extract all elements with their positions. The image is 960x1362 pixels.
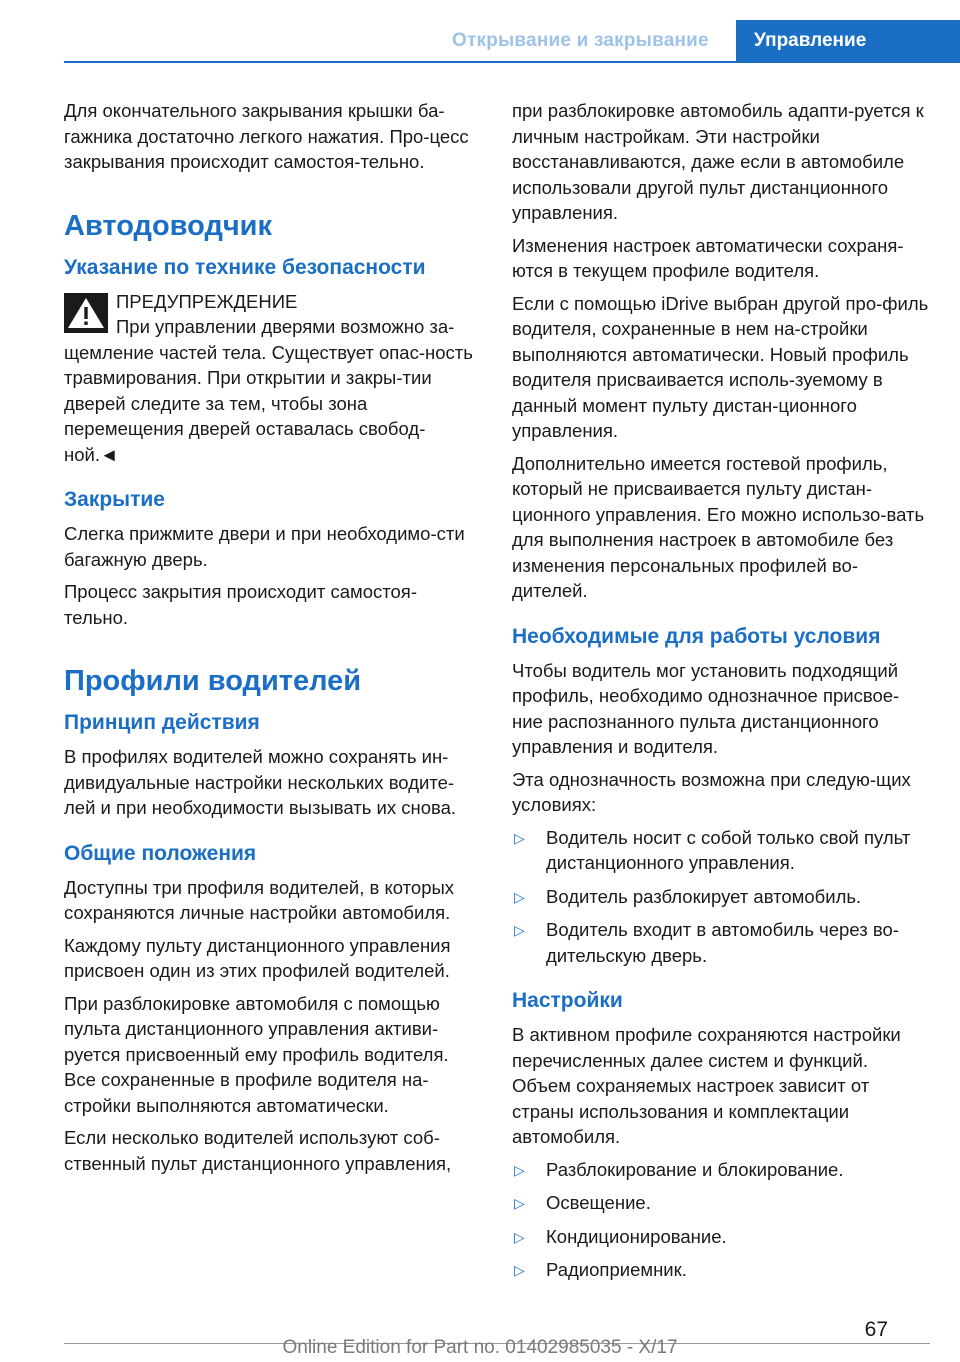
- heading-driver-profiles: Профили водителей: [64, 665, 362, 697]
- warning-block: [64, 289, 478, 315]
- right-paragraph-3: Если с помощью iDrive выбран другой про-филь водителя, сохраненные в нем на-стройки выполняются автоматически. Новый профиль водителя присваивается исполь-зуемому в данный момент пульту дистан-ционного управления.: [512, 292, 929, 441]
- list-item: [512, 1257, 930, 1283]
- list-item: [512, 1224, 930, 1250]
- general-paragraph-1: Доступны три профиля водителей, в которых сохраняются личные настройки автомобиля.: [64, 876, 455, 923]
- triangle-right-icon: ▷: [514, 1228, 525, 1245]
- triangle-right-icon: ▷: [514, 1262, 525, 1278]
- header-rule: [64, 61, 960, 63]
- triangle-right-icon: ▷: [514, 1195, 525, 1211]
- triangle-right-icon: ▷: [514, 888, 525, 905]
- warning-triangle-icon: [64, 293, 108, 333]
- list-item: [512, 1157, 930, 1183]
- list-item: [512, 825, 930, 876]
- edition-footer: Online Edition for Part no. 01402985035 - X/17: [282, 1337, 678, 1358]
- triangle-right-icon: ▷: [514, 1161, 525, 1178]
- conditions-list: [512, 825, 930, 969]
- conditions-paragraph-2: Эта однозначность возможна при следую-щих условиях:: [512, 768, 911, 815]
- general-paragraph-3: При разблокировке автомобиля с помощью пульта дистанционного управления активи-руется присвоенный ему профиль водителя. Все сохраненные в профиле водителя на-стройки выполняются автоматически.: [64, 992, 449, 1116]
- heading-settings: Настройки: [512, 989, 623, 1012]
- header-section-title: Открывание и закрывание: [452, 30, 709, 51]
- list-item: [512, 1190, 930, 1216]
- list-item-text: Освещение.: [546, 1192, 651, 1213]
- right-paragraph-1: при разблокировке автомобиль адапти-руется к личным настройкам. Эти настройки восстанавливаются, даже если в автомобиле использовали другой пульт дистанционного управления.: [512, 100, 924, 223]
- triangle-right-icon: ▷: [514, 922, 525, 938]
- right-paragraph-4: Дополнительно имеется гостевой профиль, который не присваивается пульту дистан-ционного управления. Его можно использо-вать для выполнения настроек в автомобиле без изменения персональных профилей во-дителей.: [512, 452, 925, 601]
- header-chapter-tab: Управление: [736, 20, 960, 62]
- right-column: [512, 98, 930, 1291]
- closing-paragraph-2: Процесс закрытия происходит самостоя-тельно.: [64, 581, 417, 628]
- left-column: [64, 98, 478, 1183]
- list-item: [512, 917, 930, 968]
- heading-soft-close: Автодоводчик: [64, 209, 273, 242]
- general-paragraph-4: Если несколько водителей используют соб-ственный пульт дистанционного управления,: [64, 1127, 452, 1174]
- heading-safety: Указание по технике безопасности: [64, 255, 426, 279]
- closing-paragraph-1: Слегка прижмите двери и при необходимо-сти багажную дверь.: [64, 523, 465, 570]
- settings-list: [512, 1157, 930, 1283]
- page-header: [0, 0, 960, 62]
- right-paragraph-2: Изменения настроек автоматически сохраня-ются в текущем профиле водителя.: [512, 234, 904, 281]
- warning-title: ПРЕДУПРЕЖДЕНИЕ: [116, 290, 298, 312]
- list-item-text: Кондиционирование.: [546, 1225, 727, 1247]
- page-number: 67: [864, 1318, 888, 1341]
- heading-general: Общие положения: [64, 841, 257, 865]
- list-item-text: Разблокирование и блокирование.: [546, 1158, 844, 1180]
- general-paragraph-2: Каждому пульту дистанционного управления присвоен один из этих профилей водителей.: [64, 934, 451, 981]
- settings-paragraph: В активном профиле сохраняются настройки перечисленных далее систем и функций. Объем сохраняемых настроек зависит от страны использования и комплектации автомобиля.: [512, 1024, 901, 1147]
- principle-paragraph: В профилях водителей можно сохранять ин-дивидуальные настройки нескольких водите-лей и при необходимости вызывать их снова.: [64, 746, 457, 818]
- heading-closing: Закрытие: [64, 488, 165, 511]
- heading-conditions: Необходимые для работы условия: [512, 624, 881, 648]
- heading-principle: Принцип действия: [64, 711, 260, 734]
- warning-body: При управлении дверями возможно за-щемление частей тела. Существует опас-ность травмирования. При открытии и закры-тии дверей следите за тем, чтобы зона перемещения дверей оставалась свобод-ной.◄: [64, 316, 473, 465]
- triangle-right-icon: ▷: [514, 829, 525, 846]
- list-item-text: Водитель входит в автомобиль через во-дительскую дверь.: [546, 919, 899, 966]
- intro-paragraph: Для окончательного закрывания крышки ба-гажника достаточно легкого нажатия. Про-цесс закрывания происходит самостоя-тельно.: [64, 100, 469, 172]
- list-item: [512, 884, 930, 910]
- list-item-text: Водитель носит с собой только свой пульт дистанционного управления.: [546, 826, 911, 873]
- list-item-text: Радиоприемник.: [546, 1259, 687, 1280]
- conditions-paragraph-1: Чтобы водитель мог установить подходящий профиль, необходимо однозначное присвое-ние распознанного пульта дистанционного управления и водителя.: [512, 659, 900, 757]
- list-item-text: Водитель разблокирует автомобиль.: [546, 885, 862, 907]
